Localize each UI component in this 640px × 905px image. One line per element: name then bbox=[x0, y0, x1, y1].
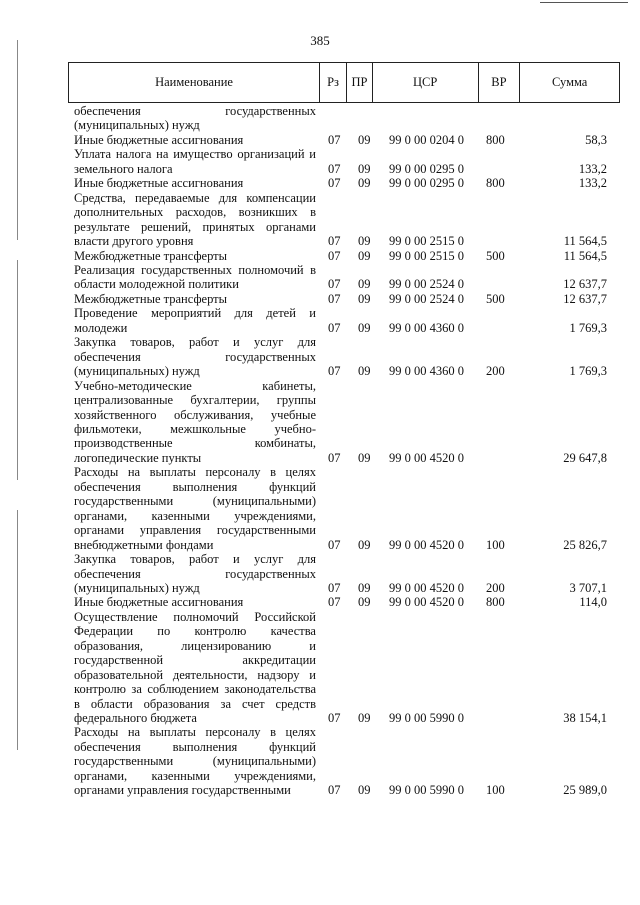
cell-sum: 25 826,7 bbox=[563, 537, 607, 552]
row-name-line: образования, лицензированию и bbox=[74, 638, 316, 653]
cell-rz: 07 bbox=[328, 595, 341, 610]
table-row bbox=[0, 552, 640, 595]
cell-vr: 100 bbox=[486, 783, 505, 798]
row-name-line: (муниципальных) нужд bbox=[74, 364, 200, 379]
row-name-line: обеспечения государственных bbox=[74, 104, 316, 118]
table-row bbox=[0, 147, 640, 176]
cell-pr: 09 bbox=[358, 450, 371, 465]
row-name bbox=[74, 552, 316, 595]
cell-sum: 25 989,0 bbox=[563, 783, 607, 798]
cell-sum: 12 637,7 bbox=[563, 291, 607, 306]
row-name-line: органами управления государственными bbox=[74, 783, 291, 798]
row-name bbox=[74, 379, 316, 466]
row-name-line: в области образования за счет средств bbox=[74, 696, 316, 711]
cell-pr: 09 bbox=[358, 783, 371, 798]
row-name-line: Закупка товаров, работ и услуг для bbox=[74, 335, 316, 350]
row-name bbox=[74, 263, 316, 292]
cell-csr: 99 0 00 2524 0 bbox=[389, 277, 464, 292]
cell-pr: 09 bbox=[358, 161, 371, 176]
row-name-line: Закупка товаров, работ и услуг для bbox=[74, 552, 316, 567]
row-name-line: федерального бюджета bbox=[74, 711, 197, 726]
cell-csr: 99 0 00 2524 0 bbox=[389, 291, 464, 306]
cell-vr: 500 bbox=[486, 291, 505, 306]
cell-csr: 99 0 00 4360 0 bbox=[389, 320, 464, 335]
cell-rz: 07 bbox=[328, 161, 341, 176]
table-row bbox=[0, 335, 640, 378]
row-name-line: (муниципальных) нужд bbox=[74, 580, 200, 595]
row-name-line: Расходы на выплаты персоналу в целях bbox=[74, 465, 316, 480]
cell-pr: 09 bbox=[358, 277, 371, 292]
table-row bbox=[0, 176, 640, 190]
cell-csr: 99 0 00 5990 0 bbox=[389, 783, 464, 798]
cell-pr: 09 bbox=[358, 320, 371, 335]
cell-pr: 09 bbox=[358, 248, 371, 263]
row-name-line: Реализация государственных полномочий в bbox=[74, 262, 316, 277]
row-name-line: Межбюджетные трансферты bbox=[74, 291, 228, 306]
row-name-line: Осуществление полномочий Российской bbox=[74, 609, 316, 624]
row-name-line: государственными (муниципальными) bbox=[74, 494, 316, 509]
cell-rz: 07 bbox=[328, 364, 341, 379]
row-name-line: Уплата налога на имущество организаций и bbox=[74, 147, 316, 162]
row-name-line: логопедические пункты bbox=[74, 450, 202, 465]
cell-rz: 07 bbox=[328, 783, 341, 798]
cell-vr: 800 bbox=[486, 132, 505, 147]
header-rz: Рз bbox=[320, 63, 347, 102]
cell-rz: 07 bbox=[328, 277, 341, 292]
table-row bbox=[0, 104, 640, 133]
cell-csr: 99 0 00 4520 0 bbox=[389, 580, 464, 595]
header-vr: ВР bbox=[479, 63, 521, 102]
table-row bbox=[0, 292, 640, 306]
cell-csr: 99 0 00 2515 0 bbox=[389, 248, 464, 263]
row-name-line: Иные бюджетные ассигнования bbox=[74, 176, 244, 191]
cell-pr: 09 bbox=[358, 537, 371, 552]
row-name bbox=[74, 104, 316, 133]
row-name-line: контролю за соблюдением законодательства bbox=[74, 682, 316, 697]
row-name-line: обеспечения государственных bbox=[74, 349, 316, 364]
cell-sum: 133,2 bbox=[578, 161, 607, 176]
cell-csr: 99 0 00 4520 0 bbox=[389, 595, 464, 610]
row-name bbox=[74, 191, 316, 249]
table-row bbox=[0, 465, 640, 552]
cell-sum: 11 564,5 bbox=[563, 234, 607, 249]
row-name-line: хозяйственного обслуживания, учебные bbox=[74, 407, 316, 422]
cell-pr: 09 bbox=[358, 711, 371, 726]
row-name-line: фильмотеки, межшкольные учебно- bbox=[74, 421, 316, 436]
row-name-line: обеспечения выполнения функций bbox=[74, 479, 316, 494]
cell-rz: 07 bbox=[328, 450, 341, 465]
row-name-line: дополнительных расходов, возникших в bbox=[74, 205, 316, 220]
cell-rz: 07 bbox=[328, 132, 341, 147]
row-name-line: органами управления государственными bbox=[74, 523, 316, 538]
row-name-line: молодежи bbox=[74, 320, 128, 335]
cell-csr: 99 0 00 0204 0 bbox=[389, 132, 464, 147]
row-name-line: органами, казенными учреждениями, bbox=[74, 768, 316, 783]
table-row bbox=[0, 263, 640, 292]
row-name-line: обеспечения государственных bbox=[74, 566, 316, 581]
table-row bbox=[0, 725, 640, 797]
cell-vr: 500 bbox=[486, 248, 505, 263]
page-number: 385 bbox=[310, 33, 330, 48]
row-name bbox=[74, 595, 316, 609]
table-body bbox=[0, 104, 640, 798]
row-name-line: власти другого уровня bbox=[74, 234, 194, 249]
table-row bbox=[0, 610, 640, 726]
cell-csr: 99 0 00 2515 0 bbox=[389, 234, 464, 249]
cell-rz: 07 bbox=[328, 580, 341, 595]
row-name-line: Средства, передаваемые для компенсации bbox=[74, 190, 316, 205]
table-row bbox=[0, 379, 640, 466]
cell-vr: 800 bbox=[486, 176, 505, 191]
cell-sum: 1 769,3 bbox=[569, 320, 607, 335]
row-name bbox=[74, 249, 316, 263]
row-name-line: государственной аккредитации bbox=[74, 653, 316, 668]
cell-sum: 114,0 bbox=[579, 595, 607, 610]
row-name-line: Федерации по контролю качества bbox=[74, 624, 316, 639]
table-row bbox=[0, 249, 640, 263]
row-name bbox=[74, 465, 316, 552]
cell-sum: 12 637,7 bbox=[563, 277, 607, 292]
cell-sum: 58,3 bbox=[585, 132, 607, 147]
row-name-line: производственные комбинаты, bbox=[74, 436, 316, 451]
table-row bbox=[0, 306, 640, 335]
row-name bbox=[74, 335, 316, 378]
row-name-line: (муниципальных) нужд bbox=[74, 118, 200, 133]
row-name-line: государственными (муниципальными) bbox=[74, 754, 316, 769]
row-name-line: внебюджетными фондами bbox=[74, 537, 214, 552]
cell-csr: 99 0 00 4520 0 bbox=[389, 450, 464, 465]
row-name-line: обеспечения выполнения функций bbox=[74, 739, 316, 754]
cell-vr: 200 bbox=[486, 580, 505, 595]
cell-rz: 07 bbox=[328, 537, 341, 552]
row-name bbox=[74, 147, 316, 176]
header-pr: ПР bbox=[347, 63, 373, 102]
cell-sum: 3 707,1 bbox=[569, 580, 607, 595]
cell-pr: 09 bbox=[358, 364, 371, 379]
row-name-line: централизованные бухгалтерии, группы bbox=[74, 393, 316, 408]
row-name-line: области молодежной политики bbox=[74, 277, 239, 292]
cell-csr: 99 0 00 4520 0 bbox=[389, 537, 464, 552]
header-name: Наименование bbox=[69, 63, 320, 102]
cell-rz: 07 bbox=[328, 320, 341, 335]
cell-pr: 09 bbox=[358, 595, 371, 610]
row-name-line: Расходы на выплаты персоналу в целях bbox=[74, 725, 316, 740]
cell-vr: 100 bbox=[486, 537, 505, 552]
table-row bbox=[0, 595, 640, 609]
header-sum: Сумма bbox=[551, 75, 588, 89]
row-name-line: органами, казенными учреждениями, bbox=[74, 508, 316, 523]
row-name bbox=[74, 176, 316, 190]
top-rule bbox=[540, 2, 628, 3]
cell-csr: 99 0 00 5990 0 bbox=[389, 711, 464, 726]
row-name bbox=[74, 133, 316, 147]
row-name-line: образовательной деятельности, надзору и bbox=[74, 667, 316, 682]
row-name-line: результате решений, принятых органами bbox=[74, 219, 316, 234]
cell-pr: 09 bbox=[358, 176, 371, 191]
cell-sum: 1 769,3 bbox=[569, 364, 607, 379]
row-name bbox=[74, 306, 316, 335]
cell-sum: 11 564,5 bbox=[563, 248, 607, 263]
row-name bbox=[74, 725, 316, 797]
row-name-line: Межбюджетные трансферты bbox=[74, 248, 228, 263]
cell-rz: 07 bbox=[328, 711, 341, 726]
cell-sum: 38 154,1 bbox=[563, 711, 607, 726]
cell-pr: 09 bbox=[358, 132, 371, 147]
table-row bbox=[0, 133, 640, 147]
table-header bbox=[68, 62, 620, 103]
cell-rz: 07 bbox=[328, 176, 341, 191]
cell-vr: 800 bbox=[486, 595, 505, 610]
header-csr: ЦСР bbox=[373, 63, 479, 102]
cell-csr: 99 0 00 4360 0 bbox=[389, 364, 464, 379]
row-name-line: Учебно-методические кабинеты, bbox=[74, 378, 316, 393]
cell-csr: 99 0 00 0295 0 bbox=[389, 176, 464, 191]
cell-sum: 133,2 bbox=[578, 176, 607, 191]
cell-vr: 200 bbox=[486, 364, 505, 379]
cell-rz: 07 bbox=[328, 248, 341, 263]
row-name bbox=[74, 610, 316, 726]
cell-rz: 07 bbox=[328, 291, 341, 306]
row-name-line: Проведение мероприятий для детей и bbox=[74, 306, 316, 321]
row-name-line: Иные бюджетные ассигнования bbox=[74, 595, 244, 610]
cell-sum: 29 647,8 bbox=[563, 450, 607, 465]
cell-pr: 09 bbox=[358, 580, 371, 595]
cell-pr: 09 bbox=[358, 234, 371, 249]
cell-csr: 99 0 00 0295 0 bbox=[389, 161, 464, 176]
cell-pr: 09 bbox=[358, 291, 371, 306]
row-name bbox=[74, 292, 316, 306]
row-name-line: Иные бюджетные ассигнования bbox=[74, 132, 244, 147]
row-name-line: земельного налога bbox=[74, 161, 173, 176]
table-row bbox=[0, 191, 640, 249]
cell-rz: 07 bbox=[328, 234, 341, 249]
